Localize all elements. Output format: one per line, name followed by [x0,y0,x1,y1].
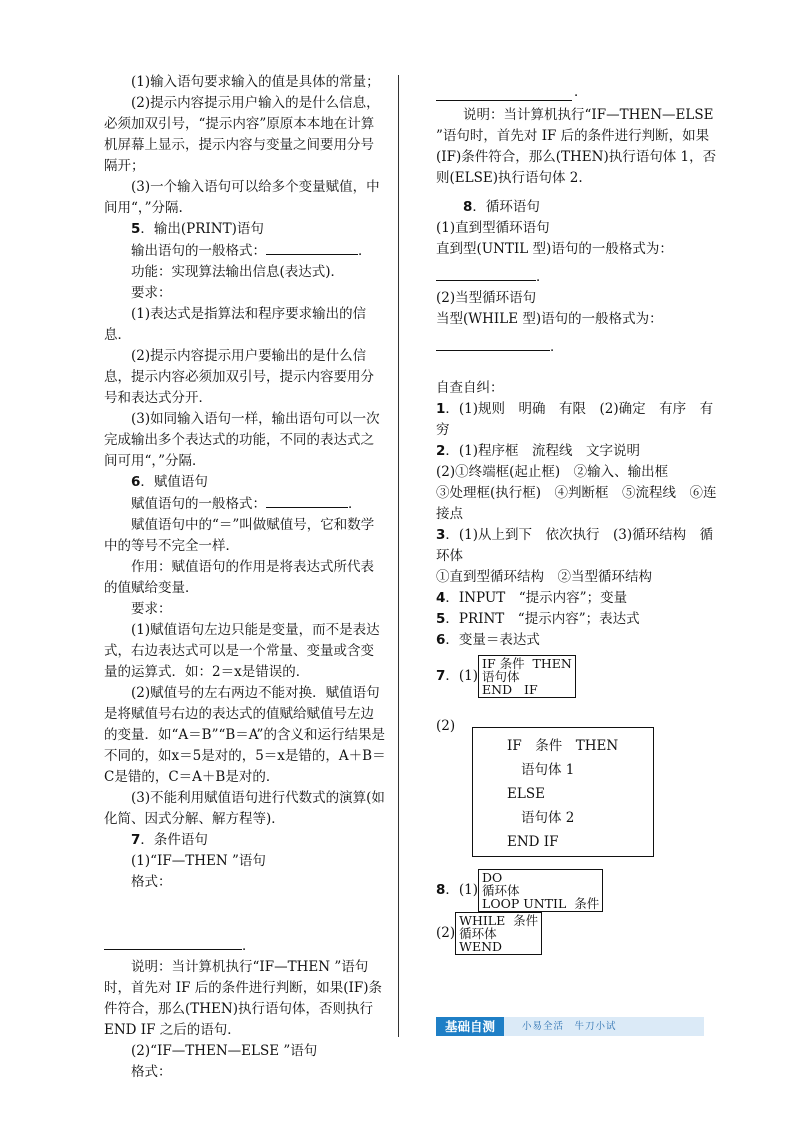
code-line: END IF [507,834,559,850]
heading-5: 5．输出(PRINT)语句 [131,221,264,237]
if-then-explanation: 说明：当计算机执行“IF—THEN ”语句时，首先对 IF 后的条件进行判断，如果(IF)条件符合，那么(THEN)执行语句体，否则执行 END IF 之后的语句． [104,959,383,1038]
heading-6: 6．赋值语句 [131,474,208,490]
print-rule-2: (2)提示内容提示用户要输出的是什么信息，提示内容必须加双引号，提示内容要用分号和表达式分开． [104,348,374,406]
banner-subtitle: 小易全活 牛刀小试 [522,1021,617,1032]
while-loop-code-box: WHILE 条件 循环体 WEND [455,912,542,955]
until-loop-code-box: DO 循环体 LOOP UNTIL 条件 [478,869,603,912]
while-loop-blank: ． [436,336,718,358]
assign-requirement: 要求： [131,601,172,617]
code-line: IF 条件 THEN [507,738,619,754]
answer-5: 5．PRINT “提示内容”；表达式 [436,611,640,627]
print-rule-3: (3)如同输入语句一样，输出语句可以一次完成输出多个表达式的功能，不同的表达式之间可用“，”分隔． [104,411,380,469]
assign-function: 作用：赋值语句的作用是将表达式所代表的值赋给变量． [104,559,374,596]
if-then-blank: ． [104,935,386,957]
input-rule-2: (2)提示内容提示用户输入的是什么信息，必须加双引号，“提示内容”原原本本地在计算机屏幕上显示，提示内容与变量之间要用分号隔开； [104,95,380,174]
section-banner [436,1017,704,1036]
blank-line [436,86,572,101]
assign-format: 赋值语句的一般格式： ． [104,493,386,515]
answer-2c: ③处理框(执行框) ④判断框 ⑤流程线 ⑥连接点 [436,485,717,522]
assign-rule-2: (2)赋值号的左右两边不能对换．赋值语句是将赋值号右边的表达式的值赋给赋值号左边的变量．如“A＝B”“B＝A”的含义和运行结果是不同的，如x＝5是对的，5＝x是错的，A＋B＝C是错的，C＝A＋B是对的． [104,685,386,785]
right-column [436,72,718,955]
heading-7: 7．条件语句 [131,832,208,848]
if-then-else-explanation: 说明：当计算机执行“IF—THEN—ELSE ”语句时，首先对 IF 后的条件进行判断，如果(IF)条件符合，那么(THEN)执行语句体 1，否则(ELSE)执行语句体 2. [436,107,717,186]
column-divider [398,75,399,1037]
heading-8: 8．循环语句 [463,199,540,215]
print-rule-1: (1)表达式是指算法和程序要求输出的信息． [104,306,367,343]
assign-rule-3: (3)不能利用赋值语句进行代数式的演算(如化简、因式分解、解方程等)． [104,790,385,827]
answer-6: 6．变量＝表达式 [436,632,540,648]
input-rule-3: (3)一个输入语句可以给多个变量赋值，中间用“，”分隔. [104,179,380,216]
answer-8-1: 8．(1)DO 循环体 LOOP UNTIL 条件 [436,869,718,912]
answer-8-2: (2)WHILE 条件 循环体 WEND [436,912,718,955]
blank-line [436,336,550,351]
input-rule-1: (1)输入语句要求输入的值是具体的常量； [131,74,380,90]
code-line: ELSE [507,786,545,802]
while-loop-title: (2)当型循环语句 [436,290,537,306]
answer-2b: (2)①终端框(起止框) ②输入、输出框 [436,464,669,480]
assign-note: 赋值语句中的“＝”叫做赋值号，它和数学中的等号不完全一样． [104,517,375,554]
while-loop-format: 当型(WHILE 型)语句的一般格式为： [436,311,663,327]
until-loop-title: (1)直到型循环语句 [436,220,550,236]
blank-line [104,935,242,950]
blank-line [436,266,536,281]
assign-rule-1: (1)赋值语句左边只能是变量，而不是表达式，右边表达式可以是一个常量、变量或含变量的运算式．如：2＝x是错误的． [104,622,380,680]
if-then-else-title: (2)“IF—THEN—ELSE ”语句 [131,1043,318,1059]
answer-7-1: 7．(1)IF 条件 THEN 语句体 END IF [436,655,718,698]
code-line: 语句体 1 [521,762,575,778]
answer-1: 1．(1)规则 明确 有限 (2)确定 有序 有穷 [436,401,714,438]
banner-tag: 基础自测 [436,1017,504,1036]
until-loop-blank: ． [436,266,718,288]
blank-line [266,240,358,255]
self-check-label: 自查自纠： [436,380,504,396]
continued-blank: ． [436,72,718,105]
answer-space [104,893,386,935]
if-then-else-code-box [472,727,654,857]
blank-line [266,493,348,508]
until-loop-format: 直到型(UNTIL 型)语句的一般格式为： [436,241,673,257]
if-then-code-box: IF 条件 THEN 语句体 END IF [478,655,576,698]
answer-3b: ①直到型循环结构 ②当型循环结构 [436,569,652,585]
print-format: 输出语句的一般格式： ． [104,240,386,262]
answer-4: 4．INPUT “提示内容”；变量 [436,590,628,606]
if-then-title: (1)“IF—THEN ”语句 [131,853,266,869]
code-line: 语句体 2 [521,810,575,826]
answer-3: 3．(1)从上到下 依次执行 (3)循环结构 循环体 [436,527,714,564]
print-requirement: 要求： [131,285,172,301]
print-function: 功能：实现算法输出信息(表达式)． [131,264,345,280]
if-then-else-format-label: 格式： [131,1064,172,1080]
left-column [104,72,386,1083]
if-then-format-label: 格式： [131,874,172,890]
answer-2: 2．(1)程序框 流程线 文字说明 [436,443,641,459]
answer-7-2-label: (2) [436,718,456,734]
